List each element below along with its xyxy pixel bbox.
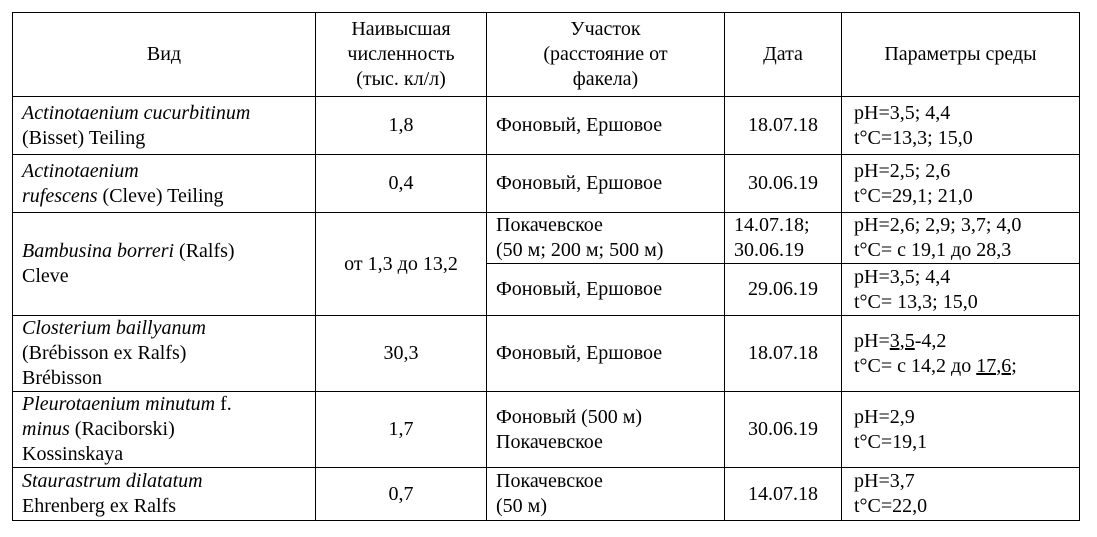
species-cell: Actinotaenium cucurbitinum (Bisset) Teiling	[13, 97, 316, 155]
params-cell: pH=3,5; 4,4 t°C=13,3; 15,0	[842, 97, 1080, 155]
site-cell: Покачевское (50 м)	[487, 468, 725, 521]
abundance-cell: от 1,3 до 13,2	[316, 213, 487, 316]
site-cell: Фоновый, Ершовое	[487, 155, 725, 213]
abundance-cell: 1,7	[316, 392, 487, 468]
abundance-cell: 30,3	[316, 316, 487, 392]
header-site: Участок (расстояние от факела)	[487, 13, 725, 97]
site-cell: Фоновый, Ершовое	[487, 316, 725, 392]
species-cell: Staurastrum dilatatum Ehrenberg ex Ralfs	[13, 468, 316, 521]
species-cell: Closterium baillyanum (Brébisson ex Ralfs) Brébisson	[13, 316, 316, 392]
params-cell: pH=2,6; 2,9; 3,7; 4,0 t°C= с 19,1 до 28,3	[842, 213, 1080, 264]
header-species: Вид	[13, 13, 316, 97]
params-cell: pH=2,9 t°C=19,1	[842, 392, 1080, 468]
header-row	[13, 13, 1080, 97]
header-abundance: Наивысшая численность (тыс. кл/л)	[316, 13, 487, 97]
table-row	[13, 468, 1080, 521]
abundance-cell: 0,4	[316, 155, 487, 213]
site-cell: Фоновый, Ершовое	[487, 264, 725, 316]
params-cell: pH=2,5; 2,6 t°C=29,1; 21,0	[842, 155, 1080, 213]
header-params: Параметры среды	[842, 13, 1080, 97]
species-cell: Bambusina borreri (Ralfs) Cleve	[13, 213, 316, 316]
params-cell: pH=3,5-4,2 t°C= с 14,2 до 17,6;	[842, 316, 1080, 392]
table-row	[13, 155, 1080, 213]
table-row	[13, 316, 1080, 392]
params-cell: pH=3,7 t°C=22,0	[842, 468, 1080, 521]
table-row	[13, 97, 1080, 155]
params-cell: pH=3,5; 4,4 t°C= 13,3; 15,0	[842, 264, 1080, 316]
date-cell: 14.07.18; 30.06.19	[725, 213, 842, 264]
table-row	[13, 213, 1080, 264]
species-table	[12, 12, 1080, 521]
date-cell: 30.06.19	[725, 155, 842, 213]
table-row	[13, 392, 1080, 468]
date-cell: 30.06.19	[725, 392, 842, 468]
species-cell: Actinotaenium rufescens (Cleve) Teiling	[13, 155, 316, 213]
date-cell: 14.07.18	[725, 468, 842, 521]
site-cell: Фоновый, Ершовое	[487, 97, 725, 155]
header-date: Дата	[725, 13, 842, 97]
site-cell: Фоновый (500 м) Покачевское	[487, 392, 725, 468]
date-cell: 29.06.19	[725, 264, 842, 316]
species-cell: Pleurotaenium minutum f. minus (Raciborski) Kossinskaya	[13, 392, 316, 468]
abundance-cell: 0,7	[316, 468, 487, 521]
site-cell: Покачевское (50 м; 200 м; 500 м)	[487, 213, 725, 264]
date-cell: 18.07.18	[725, 316, 842, 392]
date-cell: 18.07.18	[725, 97, 842, 155]
abundance-cell: 1,8	[316, 97, 487, 155]
